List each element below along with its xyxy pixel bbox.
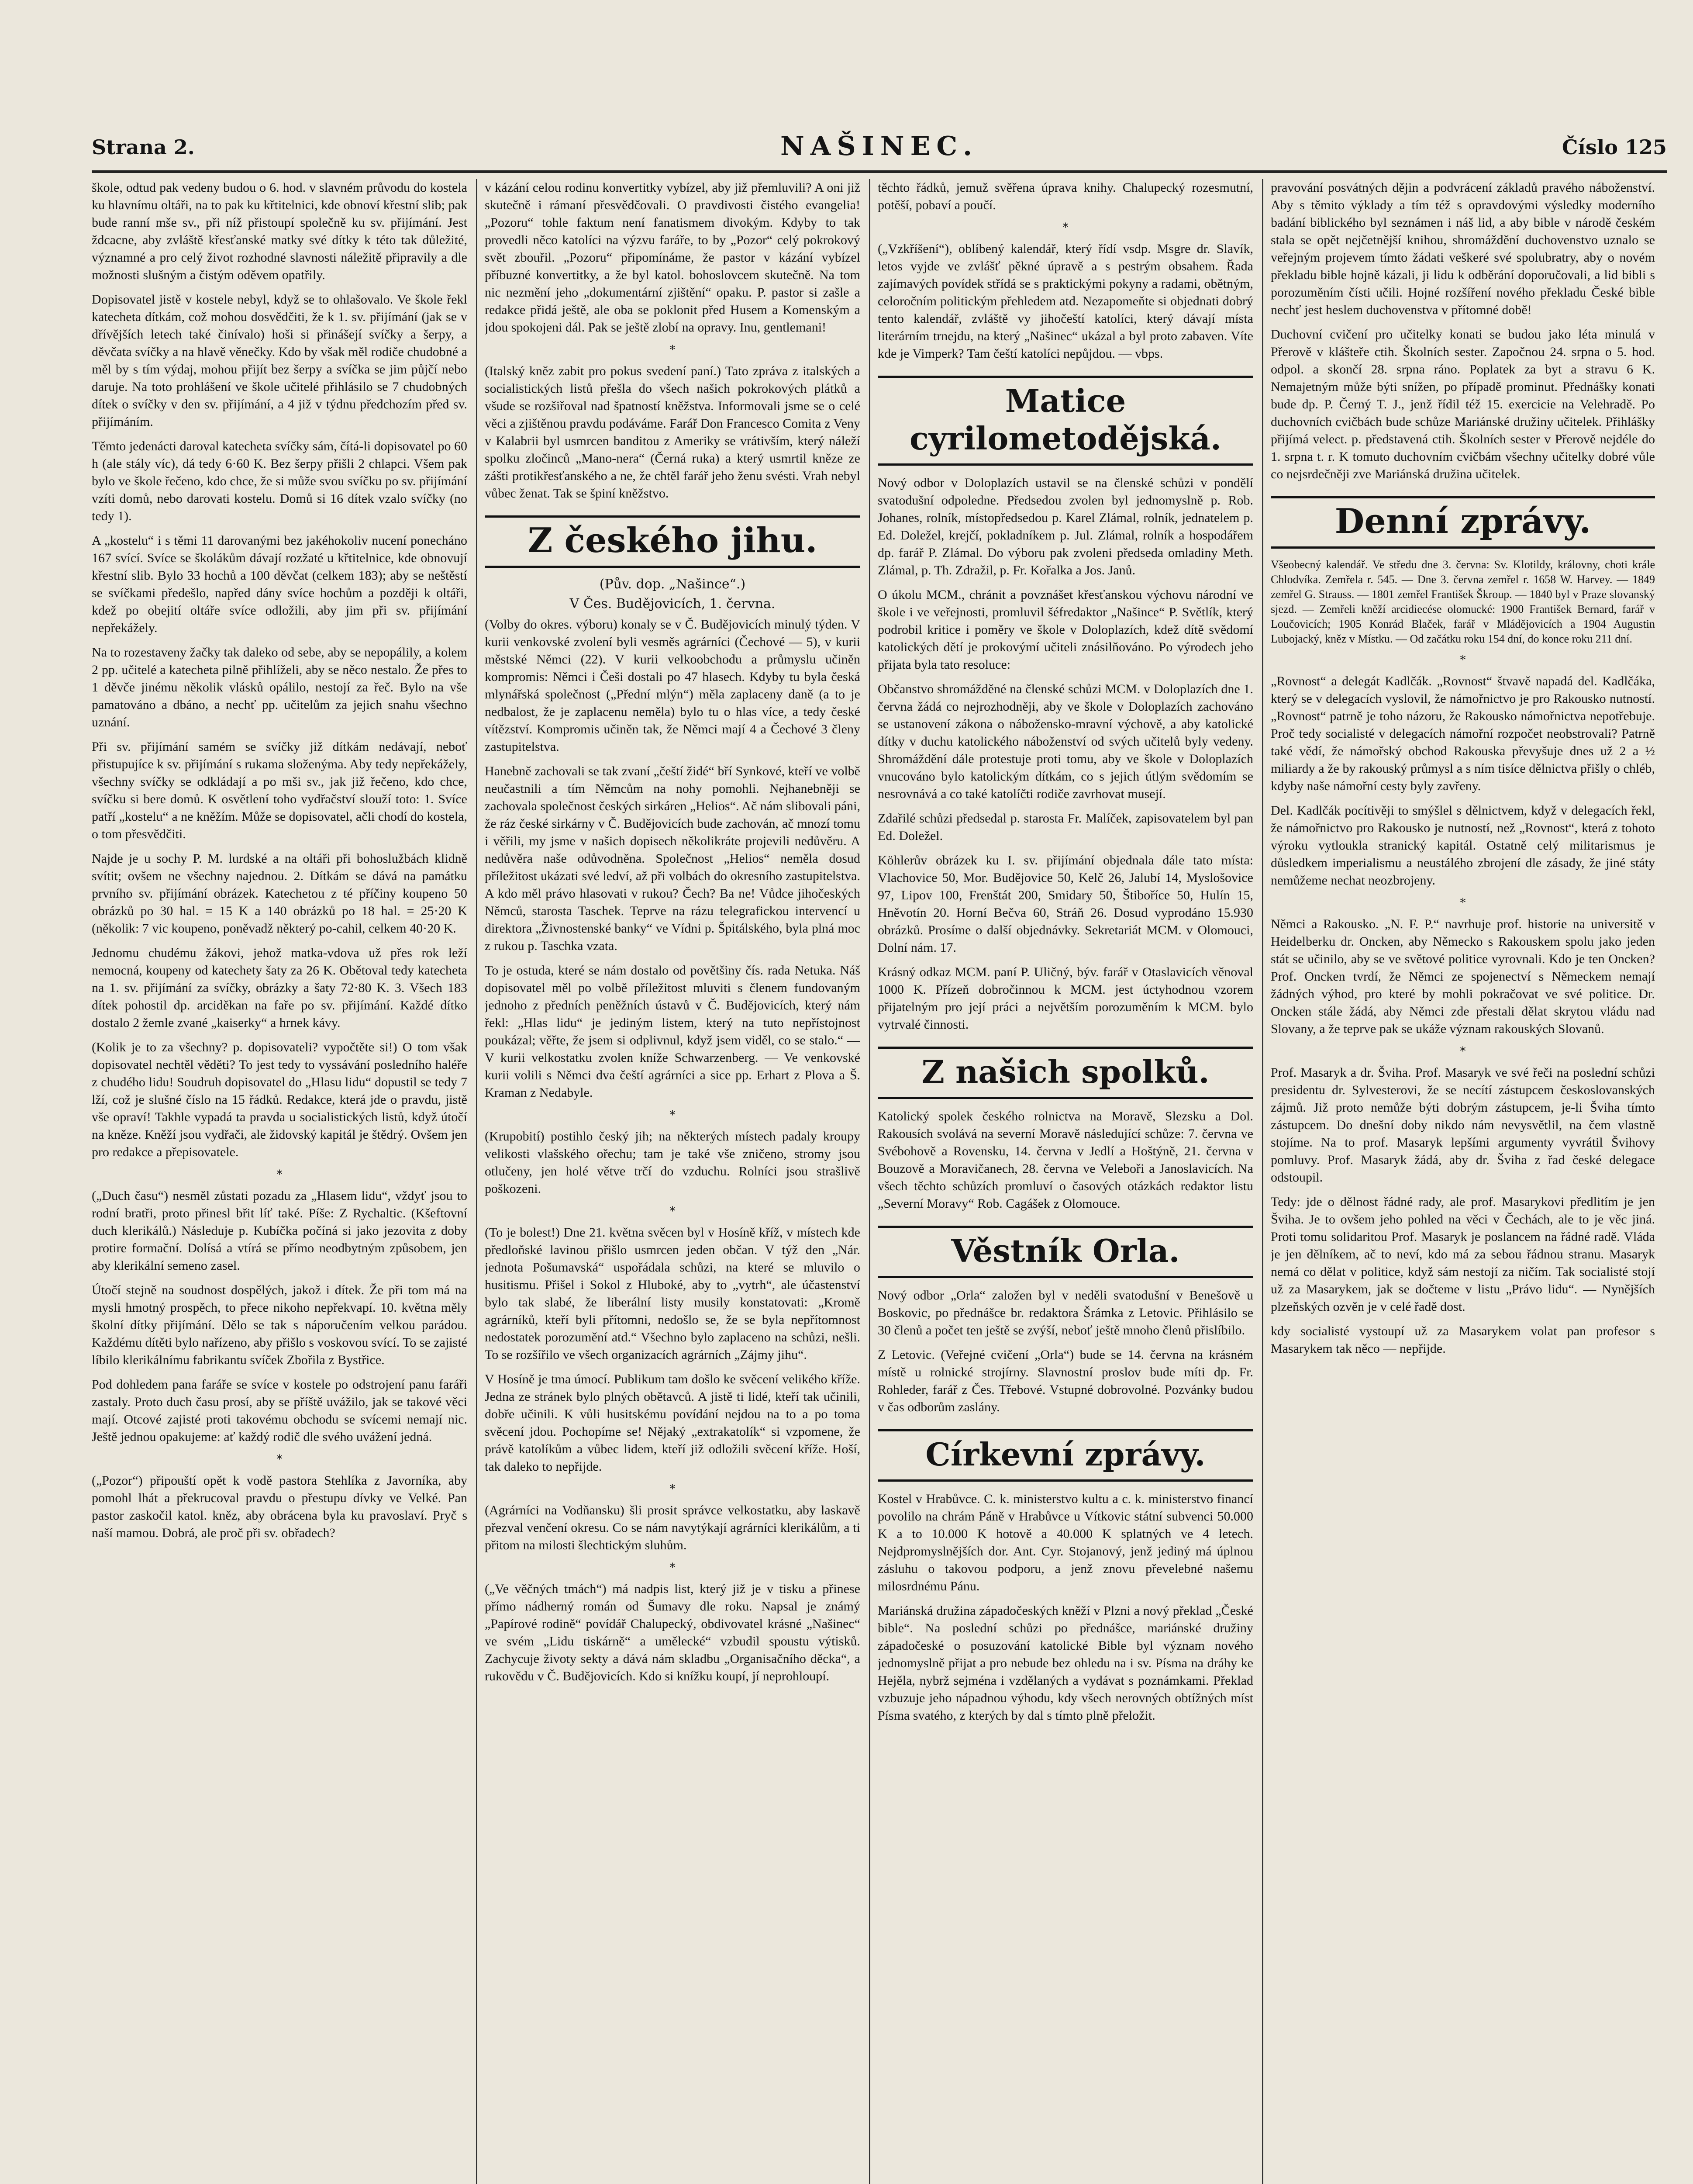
- paragraph: („Vzkříšení“), oblíbený kalendář, který řídí vsdp. Msgre dr. Slavík, letos vyjde ve zvlášť pěkné úpravě a s pestrým obsahem. Řada zajímavých povídek střídá se s praktickými pokyny a radami, obětným, celoročním politickým přehledem atd. Nezapomeňte si objednati dobrý tento kalendář, zvláště vy jihočeští katolíci, který dávají místa literárním trnejdu, na který „Našinec“ ukázal a byl proto zabaven. Víte kde je Vimperk? Tam čeští katolíci nepůjdou. — vbps.: [878, 242, 1253, 361]
- paragraph: (Volby do okres. výboru) konaly se v Č. Budějovicích minulý týden. V kurii venkovské zvolení byli vesměs agrárníci (Čechové — 5), v kurii městské Němci (22). V kurii velkoobchodu a průmyslu učiněn kompromis: Němci i Češi dostali po 47 hlasech. Kdyby tu byla česká mlynářská společnost („Přední mlýn“) měla zaplaceny daně (a to je nedbalost, že je zaplacenu neměla) bylo tu o hlas více, a tedy české vítězství. Kompromis učiněn tak, že Němci mají 4 a Čechové 3 členy zastupitelstva.: [485, 617, 860, 754]
- paragraph: Mariánská družina západočeských kněží v Plzni a nový překlad „České bible“. Na poslední schůzi po přednášce, mariánské družiny západočeské o posuzování katolické Bible byl význam nového jednomyslně přijat a pro nebude bez ohledu na i sv. Písma na dráhy ke Hejěla, nybrž sejména i vzdělaných a vydávat s poznámkami. Překlad vzbuzuje jeho nápadnou výhodu, kdy všech nerovných obtížných míst Písma svatého, z kterých by dal s tímto plně přeložit.: [878, 1603, 1253, 1723]
- section-separator: *: [669, 343, 676, 356]
- paragraph: Katolický spolek českého rolnictva na Moravě, Slezsku a Dol. Rakousích svolává na severní Moravě následující schůze: 7. června ve Svébohově a Rovensku, 14. června v Jedlí a Hoštýně, 21. června v Bouzově a Moravičanech, 28. června ve Veleboři a Janoslavicích. Na všech těchto schůzích promluví o časových otázkách redaktor listu „Severní Moravy“ Rob. Cagášek z Olomouce.: [878, 1109, 1253, 1211]
- paragraph: Zdařilé schůzi předsedal p. starosta Fr. Malíček, zapisovatelem byl pan Ed. Doležel.: [878, 811, 1253, 843]
- paragraph: V Hosíně je tma úmocí. Publikum tam došlo ke svěcení velikého kříže. Jedna ze stránek bylo plných obětavců. A jistě ti lidé, kteří tak učinili, dobře učinili. K vůli husitskému povídání nejdou na to a po toma svěcení jdou. Pochopíme se! Nějaký „extrakatolík“ si vzpomene, že právě katolíkům a vůbec lidem, kteří již odložili svěcení kříže. Hoší, tak daleko to nepřijde.: [485, 1372, 860, 1474]
- page-number: Strana 2.: [92, 135, 195, 159]
- paragraph: kdy socialisté vystoupí už za Masarykem volat pan profesor s Masarykem tak něco — nepřijde.: [1271, 1324, 1655, 1356]
- column-divider: [476, 179, 477, 2184]
- section-heading-denni: Denní zprávy.: [1334, 501, 1591, 541]
- paragraph: (Agrárníci na Vodňansku) šli prosit správce velkostatku, aby laskavě přezval venčení okresu. Co se nám navytýkají agrárníci klerikálům, a ti přitom na milosti šlechtickým sluhům.: [485, 1503, 860, 1552]
- column-3: [878, 179, 1253, 2184]
- section-heading-box: [878, 1047, 1253, 1099]
- paragraph: Všeobecný kalendář. Ve středu dne 3. června: Sv. Klotildy, královny, choti krále Chlodvíka. Zemřela r. 545. — Dne 3. června zemřel r. 1658 W. Harvey. — 1849 zemřel G. Strauss. — 1801 zemřel František Škroup. — 1840 byl v Praze slovanský sjezd. — Zemřeli kněží arcidiecése olomucké: 1900 František Bernard, farář v Loučovicích; 1905 Konrád Blaček, farář v Mládějovicích a 1904 Augustin Lubojacký, kněz v Místku. — Od začátku roku 154 dní, do konce roku 211 dní.: [1271, 558, 1655, 645]
- section-separator: *: [1460, 1045, 1466, 1058]
- paragraph: Na to rozestaveny žačky tak daleko od sebe, aby se nepopálily, a kolem 2 pp. učitelé a katecheta pilně přihlíželi, aby se něco nestalo. Že přes to 1 děvče jinému několik vlásků opálilo, nestojí za řeč. Bylo na vše pamatováno a dbáno, a nechť pp. učitelům za jejich snahu všechno uznání.: [92, 645, 467, 729]
- section-separator: *: [669, 1109, 676, 1122]
- column-divider: [1262, 179, 1263, 2184]
- section-separator: *: [669, 1561, 676, 1574]
- byline: (Pův. dop. „Našince“.): [599, 577, 746, 592]
- section-heading-cirkev: Církevní zprávy.: [925, 1436, 1206, 1473]
- section-heading-orel: Věstník Orla.: [951, 1232, 1180, 1269]
- masthead-title: NAŠINEC.: [780, 131, 978, 162]
- paragraph: O úkolu MCM., chránit a povznášet křesťanskou výchovu národní ve škole i ve veřejnosti, promluvil šéfredaktor „Našince“ P. Světlík, který podrobil kritice i poměry ve škole v Doloplazích, kdež dítě svědomí katolických dětí je prokovýmí učiteli znásilňováno. Po výrodech jeho přijata byla tato resoluce:: [878, 587, 1253, 672]
- paragraph: Hanebně zachovali se tak zvaní „čeští židé“ bří Synkové, kteří ve volbě neučastnili a tím Němcům na nohy pomohli. Nejhanebněji se zachovala společnost českých sirkáren „Helios“. Ač nám slibovali páni, že ráz české sirkárny v Č. Budějovicích bude zachován, ač mnozí tomu i věřili, my jsme v našich dopisech několikráte projevili nedůvěru. A nedůvěra naše odůvodněna. Společnost „Helios“ neměla dosud příležitost ukázati své ledví, až při volbách do okresního zastupitelstva. A kdo měl právo hlasovati v rukou? Čech? Ba ne! Vůdce jihočeských Němců, starosta Taschek. Teprve na rázu telegrafickou intervencí u direktora „Živnostenské banky“ ve Vídni p. Špitálského, byla plná moc z rukou p. Taschka vzata.: [485, 764, 860, 953]
- paragraph: Útočí stejně na soudnost dospělých, jakož i dítek. Že při tom má na mysli hmotný prospěch, to přece nikoho nepřekvapí. 10. května měly školní dítky přijímání. Dělo se tak s náporučením velkou parádou. Každému dítěti bylo nařízeno, aby přišlo s voskovou svící. To se zajisté líbilo klerikálnímu fabrikantu svíček Zbořila z Bystřice.: [92, 1283, 467, 1367]
- paragraph: Prof. Masaryk a dr. Šviha. Prof. Masaryk ve své řeči na poslední schůzi presidentu dr. Sylvesterovi, že se necítí zástupcem českoslovanských zájmů. Již proto nemůže býti dobrým zástupcem, je-li Šviha tímto zástupcem. Do dnešní doby nikdo nám nevysvětlil, na čem vlastně stojíme. Na to prof. Masaryk lepšími argumenty vyvrátil Švihovy pomluvy. Prof. Masaryk žádá, aby dr. Šviha z řad české delegace odstoupil.: [1271, 1065, 1655, 1185]
- paragraph: (Italský kněz zabit pro pokus svedení paní.) Tato zpráva z italských a socialistických listů přešla do všech našich pokrokových plátků a všude se rozšiřoval nad špatností kněžstva. Informovali jsme se o celé věci a zjištěnou pravdu podáváme. Farář Don Francesco Comita z Veny v Kalabrii byl usmrcen banditou z Ameriky se vrátivším, který náleží spolku zločinců „Mano-nera“ (Černá ruka) a který usmrtil kněze ze zášti protikřesťanského a ne, že chtěl farář jeho ženu svésti. Vrah nebyl vůbec ženat. Tak se špiní kněžstvo.: [485, 364, 860, 501]
- section-separator: *: [669, 1482, 676, 1496]
- paragraph: v kázání celou rodinu konvertitky vybízel, aby již přemluvili? A oni již skutečně i rámaní přesvědčovali. O pravdivosti čistého evangelia! „Pozoru“ tohle faktum není fanatismem divokým. Kdyby to tak provedli něco katolíci na výzvu faráře, to by „Pozor“ celý pokrokový svět zbouřil. „Pozoru“ připomínáme, že pastor v kázání vybízel příbuzné konvertitky, a že byl katol. bohoslovcem skutečně. Na tom nic nezmění jeho „dokumentární zjištění“ opaku. P. pastor si zašle a redakce přidá ještě, ale oba se poklonit před Husem a Komenským a jdou spokojeni dál. Pak se ještě zlobí na opravy. Inu, gentlemani!: [485, 180, 860, 335]
- article-columns: [92, 179, 1655, 2184]
- section-heading-box: [878, 1429, 1253, 1482]
- section-separator: *: [276, 1168, 283, 1181]
- paragraph: (Kolik je to za všechny? p. dopisovateli? vypočtěte si!) O tom však dopisovatel nechtěl věděti? To jest tedy to vyssávání posledního haléře z chudého lidu! Soudruh dopisovatel do „Hlasu lidu“ dopustil se tedy 7 lží, což je slušné číslo na 15 řádků. Redakce, která jde o pravdu, jistě vše opraví! Takhle vypadá ta pravda u socialistických listů, když útočí na kněze. Kněží jsou vydřači, ale židovský kapitál je štědrý. Ovšem jen pro redakce a přepisovatele.: [92, 1040, 467, 1159]
- paragraph: („Duch času“) nesměl zůstati pozadu za „Hlasem lidu“, vždyť jsou to rodní bratři, proto přinesl břit líť také. Píše: Z Rychaltic. (Kšeftovní duch klerikálů.) Následuje p. Kubíčka počíná si jako jezovita z doby protire formační. Dolísá a vtírá se přímo neodbytným způsobem, jen aby klerikální semeno zasel.: [92, 1189, 467, 1273]
- section-heading-box: [878, 376, 1253, 466]
- paragraph: Köhlerův obrázek ku I. sv. přijímání objednala dále tato místa: Vlachovice 50, Mor. Budějovice 50, Kelč 26, Jalubí 14, Myslošovice 97, Lipov 100, Frenštát 200, Smidary 50, Štiboříce 50, Hulín 15, Hněvotín 20. Horní Bečva 60, Stráň 26. Dosud vyprodáno 15.930 obrázků. Prosíme o další objednávky. Sekretariát MCM. v Olomouci, Dolní nám. 17.: [878, 853, 1253, 955]
- paragraph: Jednomu chudému žákovi, jehož matka-vdova už přes rok leží nemocná, koupeny od katechety šaty za 26 K. Obětoval tedy katecheta na 1. sv. přijímání za svíčky, obrázky a šaty 72·80 K. 3. Všech 183 dítek pohostil dp. arciděkan na faře po sv. přijímání. Každé dítko dostalo 2 žemle zvané „kaiserky“ a hrnek kávy.: [92, 946, 467, 1030]
- section-separator: *: [669, 1205, 676, 1218]
- section-separator: *: [276, 1453, 283, 1466]
- section-separator: *: [1460, 896, 1466, 909]
- paragraph: Najde je u sochy P. M. lurdské a na oltáři při bohoslužbách klidně svítit; ovšem ne všechny najednou. 2. Dítkám se dává na památku prvního sv. přijímání obrázek. Katechetou z té příčiny koupeno 50 obrázků po 30 hal. = 15 K a 140 obrázků po 18 hal. = 25·20 K (několik: 7 vic koupeno, poněvadž některý po-cahil, celkem 40·20 K.: [92, 851, 467, 936]
- paragraph: (Krupobití) postihlo český jih; na některých místech padaly kroupy velikosti vlašského ořechu; tam je také vše zničeno, stromy jsou otlučeny, jen holé větve trčí do vzduchu. Rolníci jsou strašlivě poškozeni.: [485, 1129, 860, 1196]
- section-separator: *: [1460, 653, 1466, 667]
- paragraph: Del. Kadlčák pocítivěji to smýšlel s dělnictvem, když v delegacích řekl, že námořnictvo pro Rakousko je nutností, než „Rovnost“, která z tohoto výroku vytloukla stranický kapitál. Ostatně celý militarismus je důsledkem imperialismu a neustálého zbrojení dle zásady, že jiné státy nemůžeme nechat neozbrojeny.: [1271, 803, 1655, 888]
- page-header: [92, 131, 1667, 173]
- column-2: [485, 179, 860, 2184]
- section-heading-spolky: Z našich spolků.: [921, 1053, 1210, 1090]
- paragraph: To je ostuda, které se nám dostalo od povětšiny čís. rada Netuka. Náš dopisovatel měl po volbě příležitost mluviti s členem fundovaným jednoho z předních peněžních ústavů v Č. Budějovicích, který nám řekl: „Hlas lidu“ je jediným listem, který na tuto nepřístojnost poukázal; věřte, že jsem si odplivnul, když jsem viděl, co se stalo.“ — V kurii velkostatku zvolen kníže Schwarzenberg. — Ve venkovské kurii volili s Němci dva čeští agrárníci a sice pp. Erhart z Plova a Š. Kraman z Nedabyle.: [485, 963, 860, 1100]
- issue-number: Číslo 125: [1562, 135, 1667, 159]
- paragraph: A „kostelu“ i s těmi 11 darovanými bez jakéhokoliv nucení ponecháno 167 svící. Svíce se školákům dávají rozžaté u křtitelnice, kde obnovují křestní slib. Bylo 33 hochů a 100 děvčat (celkem 183); aby se neštěstí se svíčkami předešlo, napřed dány svíce hochům a později k oltáři, kdež po obejití oltáře svíce odložili, aby jim při sv. přijímání nepřekážely.: [92, 533, 467, 635]
- section-heading-box: [1271, 496, 1655, 549]
- paragraph: Pod dohledem pana faráře se svíce v kostele po odstrojení panu faráři zastaly. Proto duch času prosí, aby se příště uvážilo, jak se takové věci mají. Otcové zajisté proti takovému obchodu se svícemi nemají nic. Ještě jednou opakujeme: ať každý rodič dle svého uvážení jedná.: [92, 1377, 467, 1444]
- paragraph: („Ve věčných tmách“) má nadpis list, který již je v tisku a přinese přímo nádherný román od Šumavy dle roku. Napsal je známý „Papírové rodině“ povídář Chalupecký, obdivovatel krásné „Našinec“ ve svém „Lidu tiskárně“ a umělecké“ vzbudil spoustu výtisků. Zachycuje životy sekty a dává nám skladbu „Organisačního děcka“, a rukovědu v Č. Budějovicích. Kdo si knížku koupí, jí neprohloupí.: [485, 1582, 860, 1683]
- paragraph: Nový odbor v Doloplazích ustavil se na členské schůzi v pondělí svatodušní odpoledne. Předsedou zvolen byl jednomyslně p. Rob. Johanes, rolník, místopředsedou p. Karel Zlámal, rolník, jednatelem p. Ed. Doležel, krejčí, pokladníkem p. Jul. Zlámal, rolník a hospodářem dp. farář P. Zlámal. Do výboru pak zvoleni předseda omladiny Meth. Zlámal, p. Th. Zdražil, p. Fr. Kořalka a Jos. Janů.: [878, 476, 1253, 577]
- paragraph: Kostel v Hrabůvce. C. k. ministerstvo kultu a c. k. ministerstvo financí povolilo na chrám Páně v Hrabůvce u Vítkovic státní subvenci 50.000 K a to 10.000 K hotově a 40.000 K splatných ve 4 letech. Nejdpromyslnějších dor. Ant. Cyr. Stojanový, jenž jediný má úplnou zásluhu o takovou podporu, a jenž znovu převelebné našemu milosrdnému Pánu.: [878, 1492, 1253, 1593]
- section-heading-box: [485, 515, 860, 568]
- paragraph: Duchovní cvičení pro učitelky konati se budou jako léta minulá v Přerově v klášteře ctih. Školních sester. Započnou 24. srpna o 5. hod. odpol. a skončí 28. srpna ráno. Poplatek za byt a stravu 6 K. Nemajetným může býti snížen, po případě prominut. Přednášky konati bude dp. P. Černý T. J., jenž řídil též 15. exercicie na Velehradě. Po duchovních cvičbách bude schůze Mariánské družiny učitelek. Přihlášky přijímá velect. p. představená ctih. Školních sester v Přerově nejdéle do 1. srpna t. r. K tomuto duchovním cvičbám všechny učitelky dobré vůle co nejsrdečněji zve Mariánská družina učitelek.: [1271, 327, 1655, 481]
- section-heading-matice: Matice cyrilometodějská.: [910, 382, 1221, 457]
- paragraph: škole, odtud pak vedeny budou o 6. hod. v slavném průvodu do kostela ku hlavnímu oltáři, na to pak ku křtitelnici, kde obnoví křestní slib; pak bude ranní mše sv., při níž přistoupí společně ku sv. přijímání. Jest ždcacne, aby zvláště křesťanské matky své dítky k této tak důležité, významné a pro celý život rozhodné slavnosti náležitě připravily a dle možnosti slušným a čistým oděvem opatřily.: [92, 180, 467, 282]
- paragraph: (To je bolest!) Dne 21. května svěcen byl v Hosíně kříž, v místech kde předloňské lavinou přišlo usmrcen jeden občan. V týž den „Nár. jednota Pošumavská“ uspořádala schůzi, na které se mluvilo o husitismu. Přišel i Sokol z Hluboké, aby to „vytrh“, ale účastenství bylo tak slabé, že liberální listy musily konstatovati: „Kromě agrárníků, kteří byli přítomni, nedošlo se, že se byla nepřítomnost nedostatek porozumění atd.“ Všechno bylo zaplaceno na schůzi, nešli. To se rozšířilo ve všech organizacích agrárních „Zájmy jihu“.: [485, 1225, 860, 1362]
- paragraph: těchto řádků, jemuž svěřena úprava knihy. Chalupecký rozesmutní, potěší, pobaví a poučí.: [878, 180, 1253, 212]
- section-separator: *: [1062, 221, 1069, 234]
- paragraph: Dopisovatel jistě v kostele nebyl, když se to ohlašovalo. Ve škole řekl katecheta dítkám, což mohou dosvědčiti, že k 1. sv. přijímání (jak se v dřívějších letech také činívalo) hoši si přinášejí svíčky a šerpy, a děvčata svíčky a na hlavě věnečky. Kdo by však měl rodiče chudobné a měl by s tím výdaj, mohou přijít bez šerpy a svíčka se jim půjčí nebo daruje. Na toto prohlášení ve škole učitelé přihlásilo se 7 chudobných dítek o svíčky v den sv. přijímání, a 4 již v týdnu předchozím před sv. přijímáním.: [92, 292, 467, 429]
- paragraph: „Rovnost“ a delegát Kadlčák. „Rovnost“ štvavě napadá del. Kadlčáka, který se v delegacích vyslovil, že námořnictvo je pro Rakousko nutností. „Rovnost“ patrně je toho názoru, že Rakousko námořnictva nepotřebuje. Proč tedy socialisté v delegacích námořní rozpočet neobstrovali? Patrně také vědí, že námořský obchod Rakouska převyšuje dnes už 2 a ½ miliardy a že by rakouský průmysl a s ním tisíce dělnictva přišly o chléb, kdyby naše námořní cesty byly zavřeny.: [1271, 674, 1655, 793]
- paragraph: Z Letovic. (Veřejné cvičení „Orla“) bude se 14. června na krásném místě u rolnické strojírny. Slavnostní proslov bude míti dp. Fr. Rohleder, farář z Čes. Třebové. Vstupné dobrovolné. Pozvánky budou v čas odborům zaslány.: [878, 1348, 1253, 1414]
- paragraph: Tedy: jde o dělnost řádné rady, ale prof. Masarykovi předlitím je jen Šviha. Je to ovšem jeho pohled na věci v Čechách, ale to je věc jiná. Proti tomu solidaritou Prof. Masaryk je poslancem na řádné radě. Vláda je jen dělníkem, ač to neví, kdo má za sebou řádnou stranu. Masaryk nemá co dělat v politice, když sám nestojí za ničím. Tak socialisté stojí už za Masarykem, jak se dočteme v listu „Právo lidu“. — Nynějších plzeňských ozvěn je v celé řadě dost.: [1271, 1195, 1655, 1314]
- paragraph: Krásný odkaz MCM. paní P. Uličný, býv. farář v Otaslavicích věnoval 1000 K. Přízeň dobročinnou k MCM. jest úctyhodnou vzorem přijatelným pro její práci a největším porozuměním k MCM. bylo vytrvalé činnosti.: [878, 965, 1253, 1032]
- paragraph: pravování posvátných dějin a podvrácení základů pravého náboženství. Aby s těmito výklady a tím též s opravdovými výsledky moderního badání biblického byl seznámen i náš lid, a aby bible v národě českém stala se opět nejčetnější knihou, shromáždění duchovenstvo uznalo se veřejným projevem tímto žádati veškeré své spolubratry, aby o novém překladu bible hojně kázali, ji lidu k odběrání doporučovali, a lid bibli s porozuměním čísti učili. Hojné rozšíření nového překladu České bible nechť jest heslem duchovenstva v přítomné době!: [1271, 180, 1655, 317]
- paragraph: Těmto jedenácti daroval katecheta svíčky sám, čítá-li dopisovatel po 60 h (ale stály víc), dá tedy 6·60 K. Bez šerpy přišli 2 chlapci. Všem pak bylo ve škole řečeno, kdo chce, že si může svou svíčku po sv. přijímání vzíti domů, nebo darovati kostelu. Domů si 16 dítek vzalo svíčky (no tedy 1).: [92, 439, 467, 523]
- paragraph: Němci a Rakousko. „N. F. P.“ navrhuje prof. historie na universitě v Heidelberku dr. Oncken, aby Německo s Rakouskem spolu jako jeden stát se učinilo, aby se ve světové politice vyrovnali. Kdo je ten Oncken? Prof. Oncken tvrdí, že Němci ze spojenectví s Německem nemají žádných výhod, pro které by mohli pokračovat ve své politice. Dr. Oncken stále žádá, aby Němci zde přestali dělat skrytou vládu nad Slovany, a že teprve pak se ukáže význam rakouských Slovanů.: [1271, 917, 1655, 1036]
- section-heading-box: [878, 1226, 1253, 1278]
- column-4: [1271, 179, 1655, 2184]
- paragraph: Při sv. přijímání samém se svíčky již dítkám nedávají, neboť přistupujíce k sv. přijímání s rukama složenýma. Aby tedy nepřekážely, všechny svíčky se odkládají a po mši sv., jak již řečeno, kdo chce, svíčku si bere domů. K osvětlení toho vydřačství slouží toto: 1. Svíce patří „kostelu“ a ne kněžím. Může se dopisovatel, ačli chodí do kostela, o tom přesvědčiti.: [92, 740, 467, 841]
- paragraph: Nový odbor „Orla“ založen byl v neděli svatodušní v Benešově u Boskovic, po přednášce br. redaktora Šrámka z Letovic. Přihlásilo se 30 členů a počet ten ještě se zvýší, neboť ještě mnoho členů přislíbilo.: [878, 1288, 1253, 1337]
- column-divider: [869, 179, 870, 2184]
- dateline: V Čes. Budějovicích, 1. června.: [569, 596, 776, 612]
- paragraph: Občanstvo shromážděné na členské schůzi MCM. v Doloplazích dne 1. června žádá co nejrozhodněji, aby ve škole v Doloplazích zachováno se ustanovení zákona o nábožensko-mravní výchově, a aby katolické dítky v duchu katolického náboženství od svých učitelů byly vedeny. Shromáždění dále protestuje proti tomu, aby ve škole v Doloplazích vnucováno bylo katolickým dítkám, co s jejich útlým svědomím se nesrovnává a co také katolíčti rodiče zavrhovat musejí.: [878, 682, 1253, 801]
- column-1: [92, 179, 467, 2184]
- paragraph: („Pozor“) připouští opět k vodě pastora Stehlíka z Javorníka, aby pomohl lhát a překrucoval pravdu o přestupu dívky ve Velké. Pan pastor zaskočil katol. kněz, aby obrácena byla ku pravoslaví. Pryč s naší mamou. Dobrá, ale proč při sv. obřadech?: [92, 1473, 467, 1540]
- section-heading-south: Z českého jihu.: [528, 521, 817, 560]
